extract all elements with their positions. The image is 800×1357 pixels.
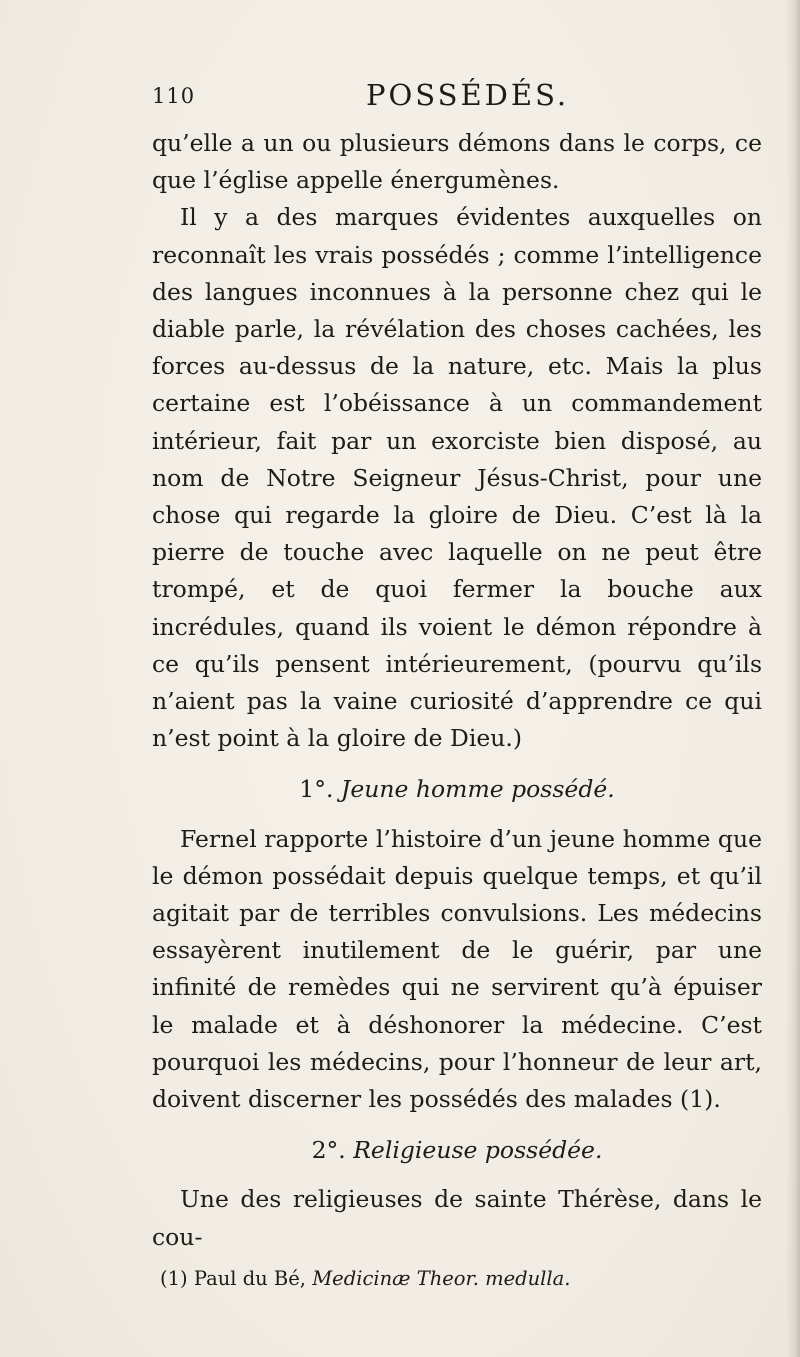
section-title: Religieuse possédée. <box>353 1136 603 1165</box>
paragraph-marks-of-possession: Il y a des marques évidentes auxquelles on reconnaît les vrais possédés ; comme l’intelligence des langues inconnues à la personne chez qui le diable parle, la révélation des choses cachées, les forces au-dessus de la nature, etc. Mais la plus certaine est l’obéissance à un commandement intérieur, fait par un exorciste bien disposé, au nom de Notre Seigneur Jésus-Christ, pour une chose qui regarde la gloire de Dieu. C’est là la pierre de touche avec laquelle on ne peut être trompé, et de quoi fermer la bouche aux incrédules, quand ils voient le démon répondre à ce qu’ils pensent intérieurement, (pourvu qu’ils n’aient pas la vaine curiosité d’apprendre ce qui n’est point à la gloire de Dieu.) <box>152 203 762 753</box>
footnote-author: Paul du Bé, <box>193 1266 307 1290</box>
page-edge-shadow <box>786 0 800 1357</box>
paragraph-fernel: Fernel rapporte l’histoire d’un jeune homme que le démon possédait depuis quelque temps, et qu’il agitait par de terribles convulsions. Les médecins essayèrent inutilement de le guérir, par une infinité de remèdes qui ne servirent qu’à épuiser le malade et à déshonorer la médecine. C’est pourquoi les médecins, pour l’honneur de leur art, doivent discerner les possédés des malades (1). <box>152 824 762 1114</box>
footnote-work: Medicinæ Theor. medulla. <box>312 1266 571 1290</box>
footnote-marker: (1) <box>160 1266 188 1290</box>
section-number: 2°. <box>311 1136 346 1165</box>
running-title: POSSÉDÉS. <box>366 78 570 112</box>
page-body <box>152 125 762 1294</box>
section-heading-young-man <box>152 771 762 808</box>
page-header <box>152 78 762 118</box>
paragraph-nun: Une des religieuses de sainte Thérèse, dans le cou- <box>152 1185 762 1251</box>
footnote <box>152 1264 762 1294</box>
section-heading-nun <box>152 1132 762 1169</box>
page-number: 110 <box>152 84 196 108</box>
section-title: Jeune homme possédé. <box>340 775 615 804</box>
paragraph-continuation: qu’elle a un ou plusieurs démons dans le corps, ce que l’église appelle énergumènes. <box>152 129 762 195</box>
section-number: 1°. <box>299 775 334 804</box>
